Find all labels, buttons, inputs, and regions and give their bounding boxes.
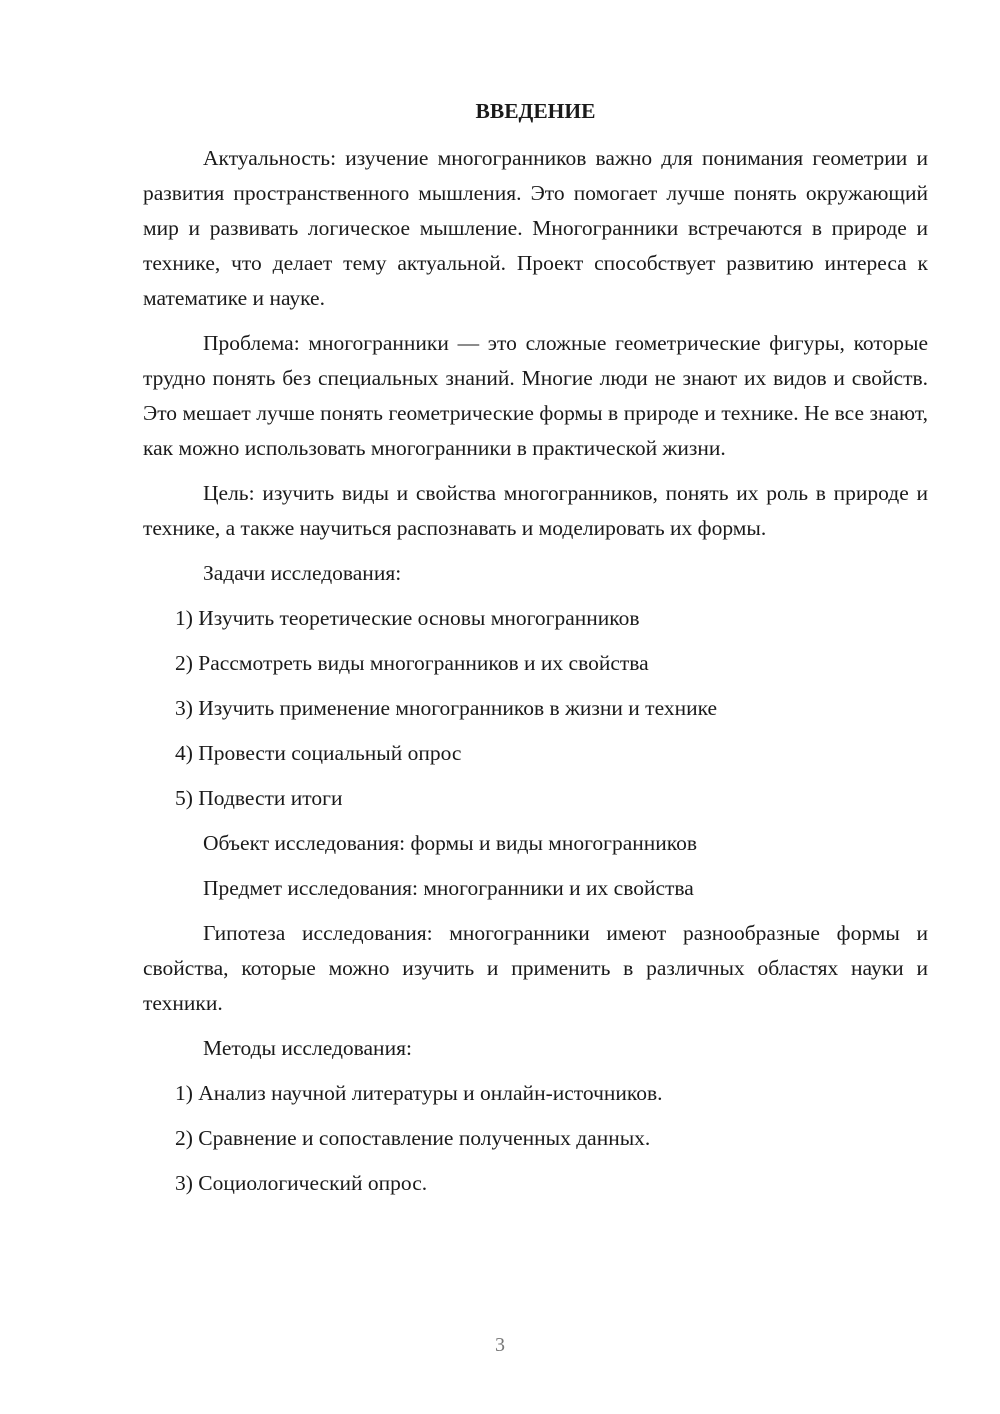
page-number: 3 [495,1334,505,1356]
hypothesis-paragraph: Гипотеза исследования: многогранники имеют разнообразные формы и свойства, которые можно изучить и применить в различных областях науки и техники. [143,921,928,1015]
relevance-paragraph: Актуальность: изучение многогранников важно для понимания геометрии и развития пространственного мышления. Это помогает лучше понять окружающий мир и развивать логическое мышление. Многогранники встречаются в природе и технике, что делает тему актуальной. Проект способствует развитию интереса к математике и науке. [143,146,928,310]
task-item: 1) Изучить теоретические основы многогранников [175,606,640,630]
method-item: 1) Анализ научной литературы и онлайн-источников. [175,1081,663,1105]
task-item: 2) Рассмотреть виды многогранников и их свойства [175,651,649,675]
object-line: Объект исследования: формы и виды многогранников [203,831,698,855]
methods-list [143,1076,928,1201]
methods-label: Методы исследования: [203,1036,412,1060]
problem-paragraph: Проблема: многогранники — это сложные геометрические фигуры, которые трудно понять без специальных знаний. Многие люди не знают их видов и свойств. Это мешает лучше понять геометрические формы в природе и технике. Не все знают, как можно использовать многогранники в практической жизни. [143,331,928,460]
subject-line: Предмет исследования: многогранники и их свойства [203,876,694,900]
document-page [143,94,928,1211]
method-item: 2) Сравнение и сопоставление полученных данных. [175,1126,651,1150]
task-item: 5) Подвести итоги [175,786,343,810]
goal-paragraph: Цель: изучить виды и свойства многогранников, понять их роль в природе и технике, а также научиться распознавать и моделировать их формы. [143,481,928,540]
tasks-label: Задачи исследования: [203,561,402,585]
task-item: 4) Провести социальный опрос [175,741,462,765]
section-title: ВВЕДЕНИЕ [475,99,596,123]
tasks-list [143,601,928,816]
task-item: 3) Изучить применение многогранников в жизни и технике [175,696,718,720]
method-item: 3) Социологический опрос. [175,1171,428,1195]
